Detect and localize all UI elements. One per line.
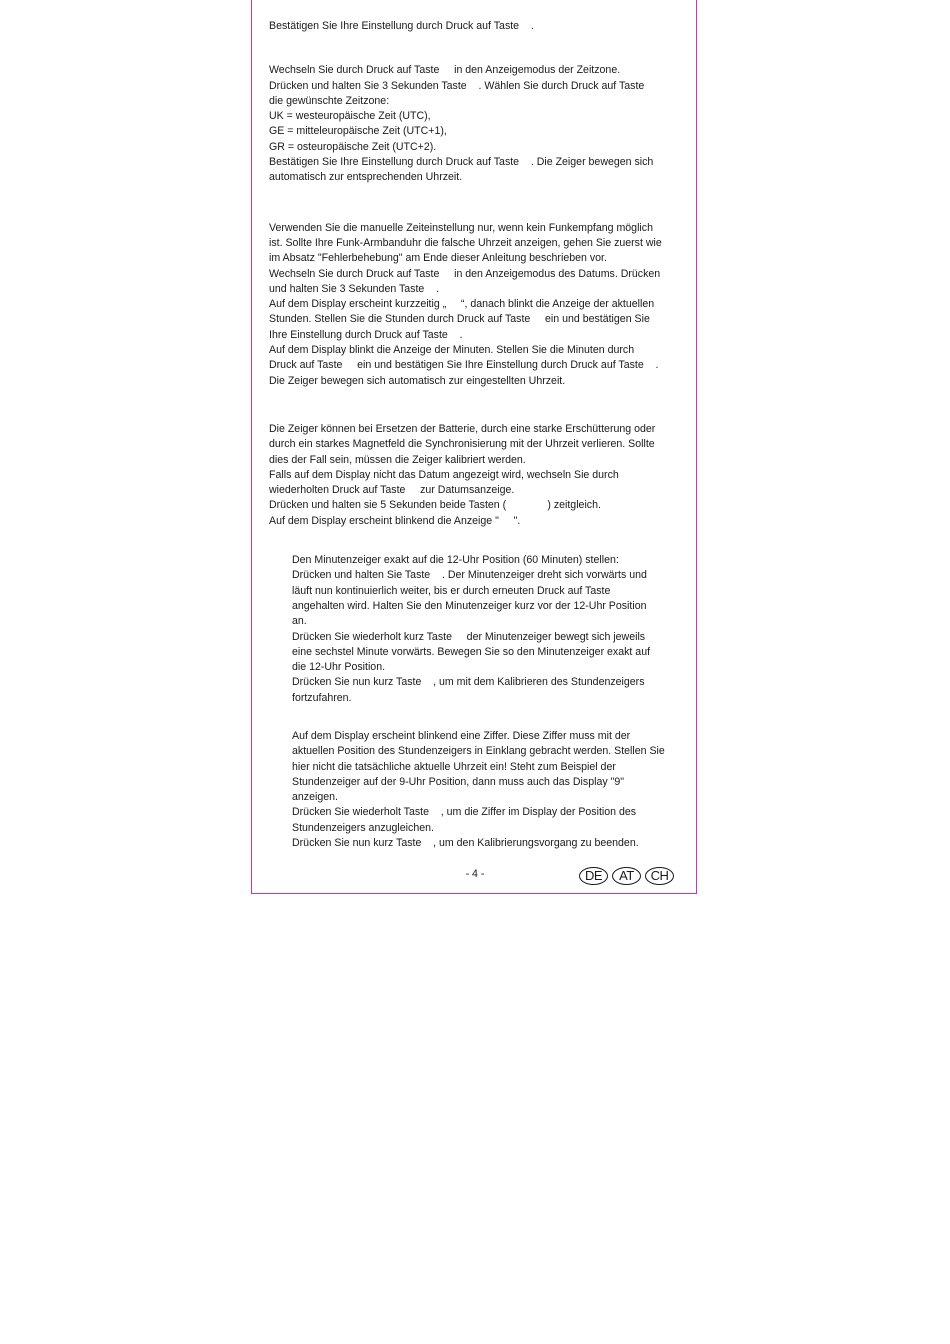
text-line: Drücken und halten sie 5 Sekunden beide Tasten ( ) zeitgleich.	[269, 499, 601, 512]
text-line: Auf dem Display blinkt die Anzeige der Minuten. Stellen Sie die Minuten durch	[269, 344, 635, 357]
text-line: und halten Sie 3 Sekunden Taste .	[269, 282, 440, 295]
hour-hand-calibration-paragraph	[292, 729, 685, 851]
text-line: UK = westeuropäische Zeit (UTC),	[269, 110, 431, 123]
text-line: wiederholten Druck auf Taste zur Datumsanzeige.	[269, 484, 515, 497]
text-line: Ihre Einstellung durch Druck auf Taste .	[269, 328, 463, 341]
confirm-setting-paragraph	[269, 19, 685, 34]
text-line: ist. Sollte Ihre Funk-Armbanduhr die falsche Uhrzeit anzeigen, gehen Sie zuerst wie	[269, 236, 662, 249]
text-line: die gewünschte Zeitzone:	[269, 94, 390, 107]
text-line: Drücken Sie nun kurz Taste , um mit dem Kalibrieren des Stundenzeigers	[292, 676, 645, 689]
text-line: Bestätigen Sie Ihre Einstellung durch Druck auf Taste . Die Zeiger bewegen sich	[269, 156, 654, 169]
text-line: Stunden. Stellen Sie die Stunden durch Druck auf Taste ein und bestätigen Sie	[269, 313, 650, 326]
country-badge-ch: CH	[645, 867, 674, 885]
page-number: - 4 -	[465, 868, 485, 880]
minute-hand-calibration-paragraph	[292, 553, 685, 706]
text-line: Drücken Sie wiederholt kurz Taste der Minutenzeiger bewegt sich jeweils	[292, 630, 646, 643]
text-line: Falls auf dem Display nicht das Datum angezeigt wird, wechseln Sie durch	[269, 468, 619, 481]
text-line: Stundenzeiger auf der 9-Uhr Position, dann muss auch das Display "9"	[292, 775, 624, 788]
text-line: Auf dem Display erscheint kurzzeitig „ “, danach blinkt die Anzeige der aktuellen	[269, 298, 655, 311]
country-badge-at: AT	[612, 867, 641, 885]
text-line: Drücken und halten Sie 3 Sekunden Taste . Wählen Sie durch Druck auf Taste	[269, 79, 645, 92]
time-zone-paragraph	[269, 63, 685, 185]
calibration-paragraph	[269, 422, 685, 529]
text-line: aktuellen Position des Stundenzeigers in Einklang gebracht werden. Stellen Sie	[292, 745, 665, 758]
country-badge-de: DE	[579, 867, 608, 885]
manual-time-setting-paragraph	[269, 221, 685, 389]
text-line: fortzufahren.	[292, 691, 352, 704]
text-line: Stundenzeigers anzugleichen.	[292, 821, 434, 834]
text-line: GE = mitteleuropäische Zeit (UTC+1),	[269, 125, 447, 138]
text-line: Wechseln Sie durch Druck auf Taste in den Anzeigemodus der Zeitzone.	[269, 64, 621, 77]
text-line: automatisch zur entsprechenden Uhrzeit.	[269, 171, 463, 184]
text-line: Drücken Sie wiederholt Taste , um die Ziffer im Display der Position des	[292, 806, 637, 819]
country-badges	[579, 867, 674, 885]
text-line: Drücken und halten Sie Taste . Der Minutenzeiger dreht sich vorwärts und	[292, 569, 647, 582]
text-line: angehalten wird. Halten Sie den Minutenzeiger kurz vor der 12-Uhr Position	[292, 599, 647, 612]
text-line: die 12-Uhr Position.	[292, 661, 386, 674]
text-line: eine sechstel Minute vorwärts. Bewegen Sie so den Minutenzeiger exakt auf	[292, 645, 651, 658]
text-line: läuft nun kontinuierlich weiter, bis er durch erneuten Druck auf Taste	[292, 584, 611, 597]
text-line: Den Minutenzeiger exakt auf die 12-Uhr Position (60 Minuten) stellen:	[292, 554, 619, 567]
text-line: GR = osteuropäische Zeit (UTC+2).	[269, 140, 437, 153]
text-line: anzeigen.	[292, 791, 338, 804]
text-line: Die Zeiger bewegen sich automatisch zur eingestellten Uhrzeit.	[269, 374, 566, 387]
text-line: Bestätigen Sie Ihre Einstellung durch Druck auf Taste .	[269, 20, 534, 32]
text-line: dies der Fall sein, müssen die Zeiger kalibriert werden.	[269, 453, 526, 466]
text-line: Verwenden Sie die manuelle Zeiteinstellung nur, wenn kein Funkempfang möglich	[269, 221, 653, 234]
text-line: durch ein starkes Magnetfeld die Synchronisierung mit der Uhrzeit verlieren. Sollte	[269, 438, 655, 451]
text-line: Drücken Sie nun kurz Taste , um den Kalibrierungsvorgang zu beenden.	[292, 837, 639, 850]
text-line: im Absatz "Fehlerbehebung" am Ende dieser Anleitung beschrieben vor.	[269, 252, 607, 265]
text-line: Auf dem Display erscheint blinkend eine Ziffer. Diese Ziffer muss mit der	[292, 729, 631, 742]
text-line: an.	[292, 615, 307, 628]
text-line: Wechseln Sie durch Druck auf Taste in den Anzeigemodus des Datums. Drücken	[269, 267, 661, 280]
text-line: Die Zeiger können bei Ersetzen der Batterie, durch eine starke Erschütterung oder	[269, 422, 656, 435]
text-line: Auf dem Display erscheint blinkend die Anzeige " ".	[269, 514, 521, 527]
text-line: hier nicht die tatsächliche aktuelle Uhrzeit ein! Steht zum Beispiel der	[292, 760, 616, 773]
text-line: Druck auf Taste ein und bestätigen Sie Ihre Einstellung durch Druck auf Taste .	[269, 359, 659, 372]
manual-page-content	[269, 19, 685, 851]
